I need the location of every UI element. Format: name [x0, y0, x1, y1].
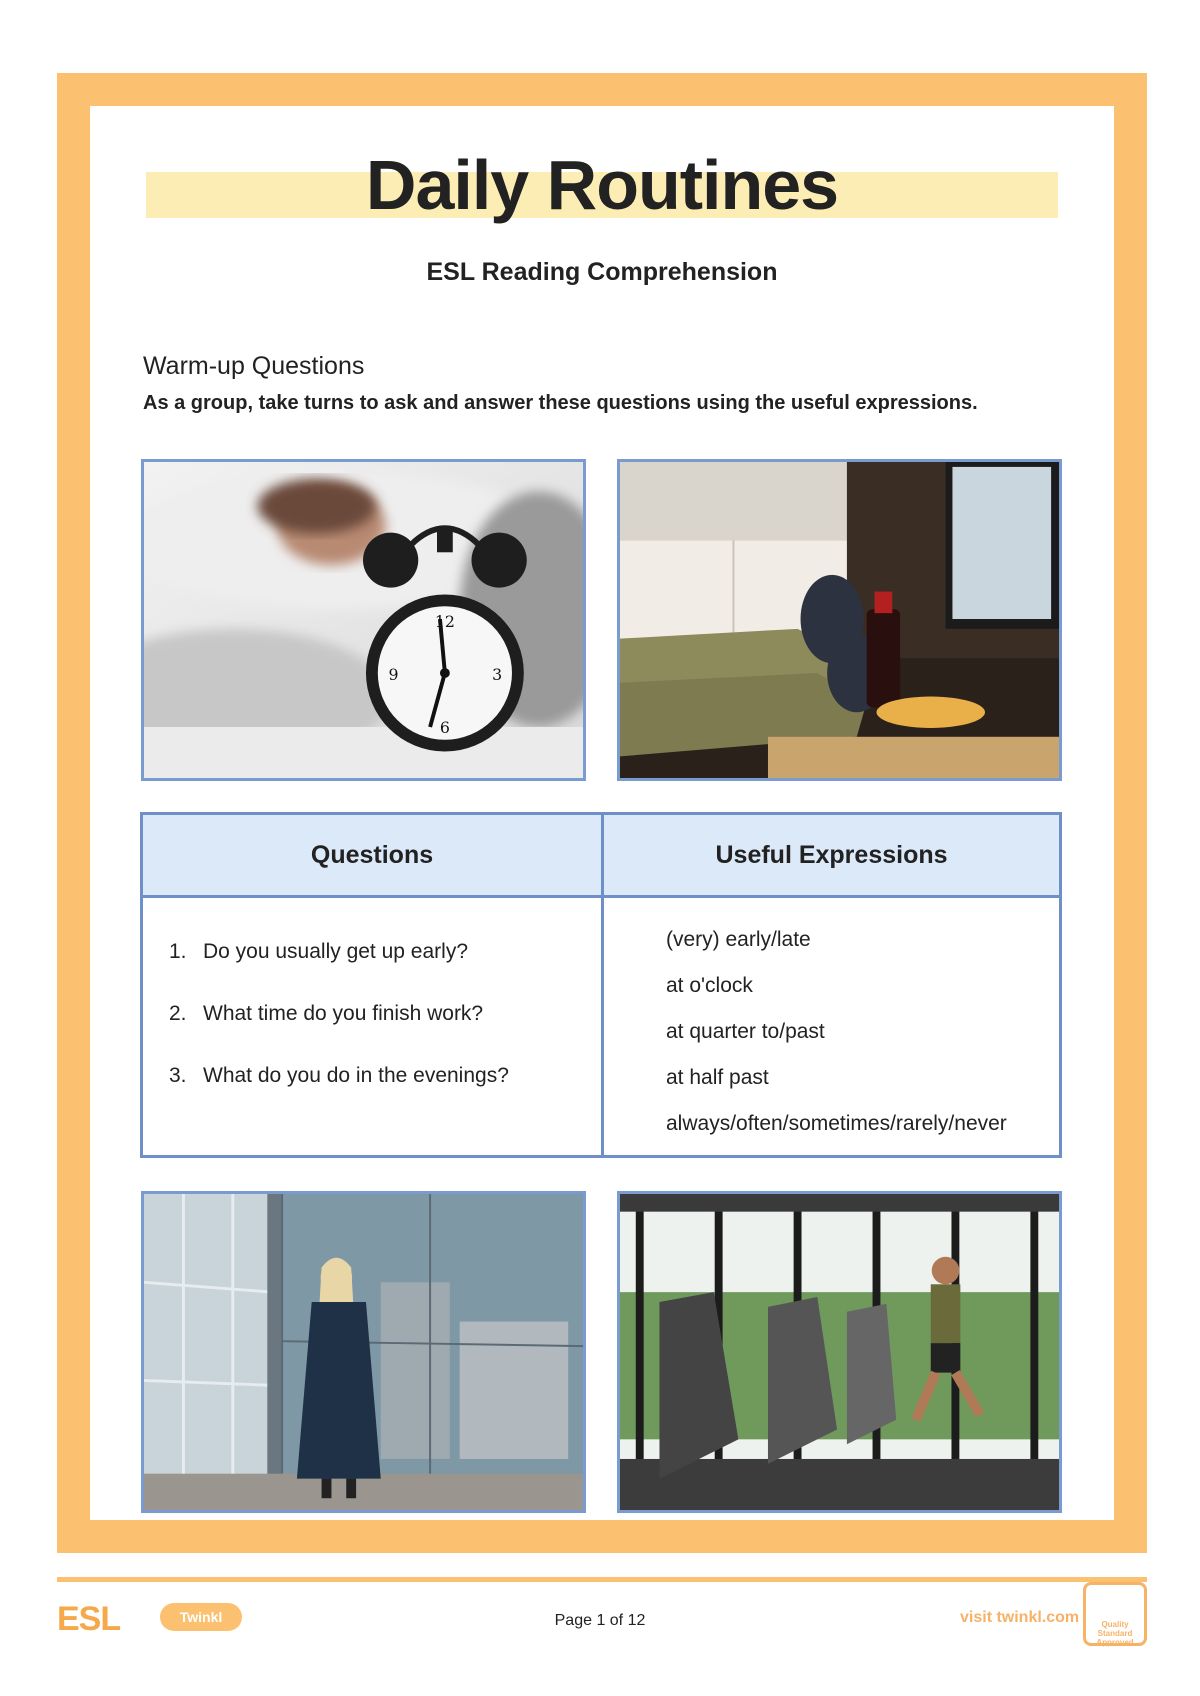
list-item: at half past	[666, 1066, 769, 1089]
page-title: Daily Routines	[365, 146, 839, 224]
feet-up-relaxing-photo	[617, 459, 1062, 781]
alarm-clock-sleeping-photo	[141, 459, 586, 781]
page-subtitle: ESL Reading Comprehension	[426, 258, 778, 286]
svg-text:6: 6	[439, 717, 450, 737]
list-item	[169, 1054, 509, 1116]
question-text: Do you usually get up early?	[203, 940, 468, 963]
question-number: 3.	[169, 1064, 187, 1087]
woman-walking-city-photo	[141, 1191, 586, 1513]
man-treadmill-gym-photo	[617, 1191, 1062, 1513]
twinkl-logo-badge: Twinkl	[160, 1603, 242, 1631]
question-text: What do you do in the evenings?	[203, 1064, 509, 1087]
list-item	[169, 930, 509, 992]
quality-approved-badge: Quality Standard Approved	[1083, 1582, 1147, 1646]
list-item: at quarter to/past	[666, 1020, 825, 1043]
questions-table	[140, 812, 1062, 1158]
footer-divider	[57, 1577, 1147, 1582]
table-column-divider	[601, 815, 604, 1155]
questions-list	[169, 930, 509, 1116]
svg-text:3: 3	[492, 664, 503, 684]
warmup-heading: Warm-up Questions	[143, 352, 365, 380]
list-item	[169, 992, 509, 1054]
questions-column-header: Questions	[143, 815, 601, 895]
visit-link[interactable]: visit twinkl.com	[960, 1609, 1080, 1626]
expressions-list	[666, 917, 1007, 1147]
list-item: (very) early/late	[666, 928, 811, 951]
esl-logo: ESL	[57, 1600, 121, 1638]
svg-text:9: 9	[388, 664, 399, 684]
expressions-column-header: Useful Expressions	[604, 815, 1059, 895]
question-text: What time do you finish work?	[203, 1002, 484, 1025]
question-number: 2.	[169, 1002, 187, 1025]
question-number: 1.	[169, 940, 187, 963]
svg-text:12: 12	[434, 611, 455, 631]
list-item: at o'clock	[666, 974, 753, 997]
page-number: Page 1 of 12	[554, 1612, 646, 1629]
list-item: always/often/sometimes/rarely/never	[666, 1112, 1007, 1135]
warmup-instructions: As a group, take turns to ask and answer these questions using the useful expressions.	[143, 392, 978, 414]
